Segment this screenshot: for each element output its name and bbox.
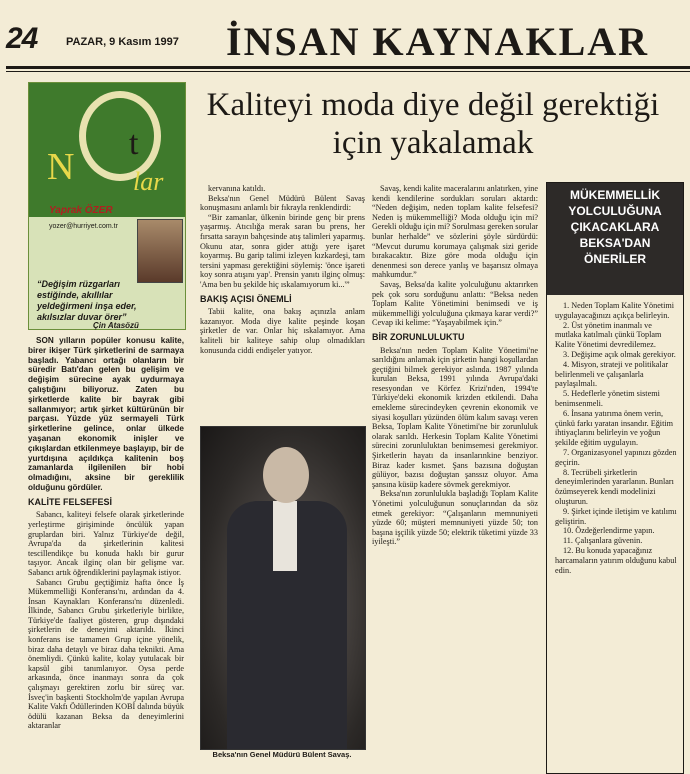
header-rule-thin [6, 71, 690, 72]
sidebar-header [547, 183, 683, 295]
paragraph: Tabii kalite, ona bakış açınızla anlam kazanıyor. Moda diye kalite peşinde koşan şirketler de var. Onlar hiç ıskalamıyor. Ama kaliteli bir kaliteye sahip olup olmadıkları konusunda ciddi endişeler yatıyor. [200, 307, 365, 355]
issue-date: PAZAR, 9 Kasım 1997 [66, 36, 179, 48]
columnist-photo [137, 219, 183, 283]
article-title: Kaliteyi moda diye değil gerektiği için yakalamak [206, 87, 660, 161]
header-rule [6, 66, 690, 69]
page-number: 24 [6, 22, 38, 55]
list-item: 9. Şirket içinde iletişim ve katılımı geliştirin. [555, 506, 677, 526]
sidebar-list [555, 301, 679, 575]
sidebar-box [546, 182, 684, 774]
columnist-email[interactable]: yozer@hurriyet.com.tr [49, 223, 118, 230]
photo-caption: Beksa'nın Genel Müdürü Bülent Savaş. [212, 750, 352, 759]
paragraph: Sabancı Grubu geçtiğimiz hafta önce İş Mükemmelliği Konferansı'nı, ardından da 4. İnsan Kaynakları Konferansı'nı düzenledi. İlkinde, Sabancı Grubu şirketleriyle birlikte, Türkiye'de faaliyet gösteren, grup dışındaki şirketlerin de deneyimi aktarıldı. İkinci konferans ise tamamen Grup içine yönelik, biraz daha detaylı ve biraz daha teknikti. Ama önemliydi. Çünkü kalite, kolay yutulacak bir kapsül gibi tanımlanıyor. Oysa perde arkasında, önce inanmayı sonra da çok çalışmayı gerektiren zorlu bir süreç var. İsveç'in başkenti Stockholm'de yapılan Avrupa Kalite Vakfı Ödüllerinden KOBİ dalında büyük ödülü kazanan Beksa da deneyimlerini aktaranlar [28, 577, 184, 731]
logo-letter-n: N [47, 146, 75, 188]
sidebar-title: MÜKEMMELLİK YOLCULUĞUNA ÇIKACAKLARA BEKSA'DAN ÖNERİLER [568, 188, 662, 266]
photo-figure-head [263, 447, 309, 503]
subheading-bakis-acisi: BAKIŞ AÇISI ÖNEMLİ [200, 293, 292, 304]
paragraph: “Bir zamanlar, ülkenin birinde genç bir prens yaşarmış. Atıcılığa merak saran bu prens, her fırsatta sarayın bahçesinde atış talimleri yaparmış. Okunu atar, sonra gider attığı yere işaret koyarmış. Bu garip talimi izleyen kızkardeşi, tam tersini yapması gerektiğini söylemiş: 'önce işareti koy sonra atışını yap'. Prensin yanıtı ilginç olmuş: 'Ama ben bu şekilde hiç ıskalamıyorum ki...'” [200, 212, 365, 289]
article-column-2 [200, 184, 365, 424]
columnist-name: Yaprak ÖZER [49, 205, 113, 216]
column-logo-box [28, 82, 186, 330]
subheading-kalite-felsefesi: KALİTE FELSEFESİ [28, 496, 113, 507]
article-column-1 [28, 336, 184, 768]
list-item: 5. Hedeflerle yönetim sistemi benimsenmeli. [555, 389, 660, 408]
article-intro: SON yılların popüler konusu kalite, birer ikişer Türk şirketlerini de sarmaya başladı. Yabancı ortağı olanların bir süredir Batı'dan gelen bu gelişim ve değişim sürecine ayak uydurmaya çalıştığını biliyoruz. Zaten bu şirketlerde kalite bir bayrak gibi sallanmıyor; artık şirket kültürünün bir parçası. Yüzde yüz sermayeli Türk şirketlerine gelince, onlar ülkede yaşanan ekonomik inişler ve çıkışlardan etkilenmeye başlayıp, bir de yurtdışına açıldıkça kalitenin boş zamanlarda ilgilenilen bir hobi olmadığını, aksine bir gereklilik olduğunu gördüler. [28, 336, 184, 492]
list-item: 7. Organizasyonel yapınızı gözden geçirin. [555, 447, 677, 467]
logo-letter-t: t [129, 125, 139, 162]
list-item: 12. Bu konuda yapacağınız harcamaların yatırım olduğunu kabul edin. [555, 545, 677, 575]
list-item: 11. Çalışanlara güvenin. [563, 536, 643, 546]
list-item: 1. Neden Toplam Kalite Yönetimi uygulayacağınızı açıkça belirleyin. [555, 301, 675, 320]
list-item: 10. Özdeğerlendirme yapın. [563, 526, 655, 536]
paragraph: Beksa'nın Genel Müdürü Bülent Savaş konuşmasını anlamlı bir fıkrayla renklendirdi: [200, 193, 365, 213]
column-quote: “Değişim rüzgarları estiğinde, akıllılar yeldeğirmeni inşa eder, akılsızlar duvar örer” [37, 279, 137, 322]
photo-figure-shirt [273, 501, 297, 571]
list-item: 4. Misyon, strateji ve politikalar belirlenmeli ve çalışanlarla paylaşılmalı. [555, 359, 669, 389]
list-item: 6. İnsana yatırıma önem verin, çünkü farkı yaratan insandır. Eğitim ihtiyaçlarını belirleyin ve yoğun şekilde eğitim uygulayın. [555, 408, 674, 448]
list-item: 3. Değişime açık olmak gerekiyor. [563, 349, 676, 359]
paragraph: Savaş, Beksa'da kalite yolculuğunu aktarırken pek çok soru sorduğunu anlattı: “Beksa neden Toplam Kalite Yönetimini benimsedi ve iş mükemmelliği yolculuğuna çıkmaya karar verdi?” Cevap iki kelime: “Yaşayabilmek için.” [372, 279, 538, 328]
paragraph: Beksa'nın zorunlulukla başladığı Toplam Kalite Yönetimi yolculuğunun sonuçlarından da söz etmek gerekiyor: “Çalışanların memnuniyeti yüzde 60; müşteri memnuniyeti yüzde 50; ton başına işçilik yüzde 50; elektrik tüketimi yüzde 33 iyileşti.” [372, 489, 538, 547]
list-item: 8. Tecrübeli şirketlerin deneyimlerinden yararlanın. Bunları özümseyerek kendi modelinizi oluşturun. [555, 467, 674, 506]
section-title: İNSAN KAYNAKLAR [226, 19, 650, 64]
paragraph: Beksa'nın neden Toplam Kalite Yönetimi'ne sarıldığını anlamak için şirketin hangi koşullardan geçtiğini bilmek gerekiyor aslında. 1987 yılında kurulan Beksa, 1991 yılında Avrupa'daki resesyondan ve Körfez Krizi'nden, 1994'te Türkiye'deki ekonomik krizden etkilendi. Daha emekleme sürecindeyken çevrenin ekonomik ve siyasi koşulları yüzünden ölüm kalım savaşı veren Beksa, Toplam Kalite Yönetimi'ne bir zorunluluk olarak sarıldı. Herkesin Toplam Kalite Yönetimi sürecini zorunluluktan benimsemesi gerekmiyor. Şirketlerin hayatı da insanlarınkine benziyor. Biraz kader kısmet. Şans bazısına doğuştan gülüyor, bazısı doğuştan şanssız oluyor. Ama şansına küsüp kadere sövmek gerekmiyor. [372, 345, 538, 489]
subheading-bir-zorunluluktu: BİR ZORUNLULUKTU [372, 331, 465, 342]
article-column-3 [372, 184, 538, 768]
article-photo [200, 426, 366, 750]
paragraph: kervanına katıldı. [208, 184, 266, 193]
paragraph: Sabancı, kaliteyi felsefe olarak şirketlerinde yerleştirme girişiminde öncülük yapan gruplardan biri. Yalnız Türkiye'de değil, Avrupa'da da şirketlerinin kalitesi tescillendikçe bu konuda haklı bir gurur taşıyor. Ancak ilginç olan bir gelişme var. Sabancı artık öğrendiklerini paylaşmak istiyor. [28, 510, 184, 577]
logo-letters-lar: lar [133, 167, 164, 196]
paragraph: Savaş, kendi kalite maceralarını anlatırken, yine kendi kendilerine sordukları soruları aktardı: “Neden değişim, neden toplam kalite felsefesi? Neden iş mükemmelliği? Moda olduğu için mi? Gerekli olduğu için mi? Sorulması gereken sorular bunlar herhalde” ve sözlerini şöyle sürdürdü: “Mevcut durumu korumaya çalışmak sizi geride bırakacaktır. Bize göre moda olduğu için denenmesi son derece yanlış ve başarısız olmaya mahkumdur.” [372, 184, 538, 280]
quote-author: Çin Atasözü [93, 321, 139, 330]
list-item: 2. Üst yönetim inanmalı ve mutlaka katılmalı çünkü Toplam Kalite Yönetimi devredilemez. [555, 320, 662, 350]
